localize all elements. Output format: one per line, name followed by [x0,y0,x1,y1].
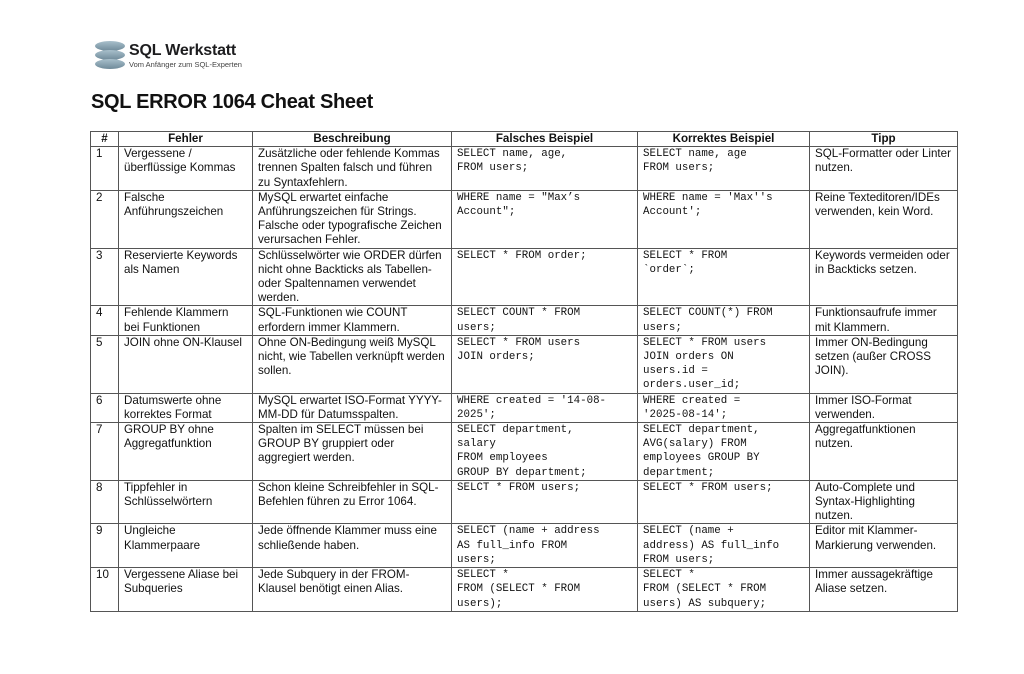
row-number: 2 [91,190,119,248]
error-cell: Tippfehler in Schlüsselwörtern [119,480,253,524]
tip-cell: SQL-Formatter oder Linter nutzen. [810,147,958,191]
correct-example-cell: SELECT * FROM `order`; [638,248,810,306]
tip-cell: Aggregatfunktionen nutzen. [810,423,958,481]
correct-example-cell: SELECT name, age FROM users; [638,147,810,191]
wrong-example-cell: SELECT department, salary FROM employees GROUP BY department; [452,423,638,481]
tip-cell: Keywords vermeiden oder in Backticks setzen. [810,248,958,306]
correct-example-cell: WHERE name = 'Max''s Account'; [638,190,810,248]
description-cell: Zusätzliche oder fehlende Kommas trennen Spalten falsch und führen zu Syntaxfehlern. [253,147,452,191]
tip-cell: Funktionsaufrufe immer mit Klammern. [810,306,958,335]
wrong-example-cell: SELECT * FROM order; [452,248,638,306]
correct-example-cell: SELECT * FROM (SELECT * FROM users) AS subquery; [638,568,810,612]
row-number: 10 [91,568,119,612]
tip-cell: Reine Texteditoren/IDEs verwenden, kein Word. [810,190,958,248]
error-cell: Fehlende Klammern bei Funktionen [119,306,253,335]
error-cell: Reservierte Keywords als Namen [119,248,253,306]
error-cell: GROUP BY ohne Aggregatfunktion [119,423,253,481]
tip-cell: Auto-Complete und Syntax-Highlighting nutzen. [810,480,958,524]
error-cell: Vergessene / überflüssige Kommas [119,147,253,191]
wrong-example-cell: SELCT * FROM users; [452,480,638,524]
wrong-example-cell: SELECT COUNT * FROM users; [452,306,638,335]
correct-example-cell: SELECT department, AVG(salary) FROM employees GROUP BY department; [638,423,810,481]
correct-example-cell: SELECT COUNT(*) FROM users; [638,306,810,335]
error-cell: Ungleiche Klammerpaare [119,524,253,568]
wrong-example-cell: SELECT * FROM users JOIN orders; [452,335,638,393]
header-number: # [91,132,119,147]
row-number: 8 [91,480,119,524]
wrong-example-cell: SELECT name, age, FROM users; [452,147,638,191]
table-row [91,423,958,481]
row-number: 5 [91,335,119,393]
table-row [91,524,958,568]
table-row [91,190,958,248]
error-cell: JOIN ohne ON-Klausel [119,335,253,393]
tip-cell: Editor mit Klammer-Markierung verwenden. [810,524,958,568]
header-wrong-example: Falsches Beispiel [452,132,638,147]
wrong-example-cell: WHERE created = '14-08- 2025'; [452,393,638,422]
header-error: Fehler [119,132,253,147]
correct-example-cell: WHERE created = '2025-08-14'; [638,393,810,422]
error-cell: Falsche Anführungszeichen [119,190,253,248]
correct-example-cell: SELECT * FROM users; [638,480,810,524]
table-row [91,248,958,306]
error-cell: Datumswerte ohne korrektes Format [119,393,253,422]
brand-text [129,43,242,69]
row-number: 3 [91,248,119,306]
error-cell: Vergessene Aliase bei Subqueries [119,568,253,612]
description-cell: Schon kleine Schreibfehler in SQL-Befehlen führen zu Error 1064. [253,480,452,524]
description-cell: Jede Subquery in der FROM-Klausel benötigt einen Alias. [253,568,452,612]
table-row [91,335,958,393]
wrong-example-cell: SELECT * FROM (SELECT * FROM users); [452,568,638,612]
description-cell: MySQL erwartet ISO-Format YYYY-MM-DD für Datumsspalten. [253,393,452,422]
row-number: 6 [91,393,119,422]
correct-example-cell: SELECT * FROM users JOIN orders ON users.id = orders.user_id; [638,335,810,393]
header-tip: Tipp [810,132,958,147]
page-title: SQL ERROR 1064 Cheat Sheet [91,91,373,113]
table-row [91,147,958,191]
row-number: 1 [91,147,119,191]
correct-example-cell: SELECT (name + address) AS full_info FROM users; [638,524,810,568]
brand-tagline: Vom Anfänger zum SQL-Experten [129,60,242,70]
row-number: 4 [91,306,119,335]
brand-name: SQL Werkstatt [129,42,237,60]
description-cell: MySQL erwartet einfache Anführungszeichen für Strings. Falsche oder typografische Zeichen verursachen Fehler. [253,190,452,248]
brand-logo [95,38,242,74]
header-correct-example: Korrektes Beispiel [638,132,810,147]
tip-cell: Immer ISO-Format verwenden. [810,393,958,422]
tip-cell: Immer aussagekräftige Aliase setzen. [810,568,958,612]
row-number: 9 [91,524,119,568]
tip-cell: Immer ON-Bedingung setzen (außer CROSS JOIN). [810,335,958,393]
cheat-sheet-table [90,131,958,612]
table-row [91,393,958,422]
description-cell: Jede öffnende Klammer muss eine schließende haben. [253,524,452,568]
table-header-row [91,132,958,147]
header-description: Beschreibung [253,132,452,147]
database-stack-icon [95,39,125,73]
table-row [91,306,958,335]
wrong-example-cell: WHERE name = "Max’s Account"; [452,190,638,248]
description-cell: Schlüsselwörter wie ORDER dürfen nicht ohne Backticks als Tabellen- oder Spaltennamen verwendet werden. [253,248,452,306]
row-number: 7 [91,423,119,481]
wrong-example-cell: SELECT (name + address AS full_info FROM users; [452,524,638,568]
table-row [91,480,958,524]
description-cell: Ohne ON-Bedingung weiß MySQL nicht, wie Tabellen verknüpft werden sollen. [253,335,452,393]
description-cell: SQL-Funktionen wie COUNT erfordern immer Klammern. [253,306,452,335]
description-cell: Spalten im SELECT müssen bei GROUP BY gruppiert oder aggregiert werden. [253,423,452,481]
table-row [91,568,958,612]
